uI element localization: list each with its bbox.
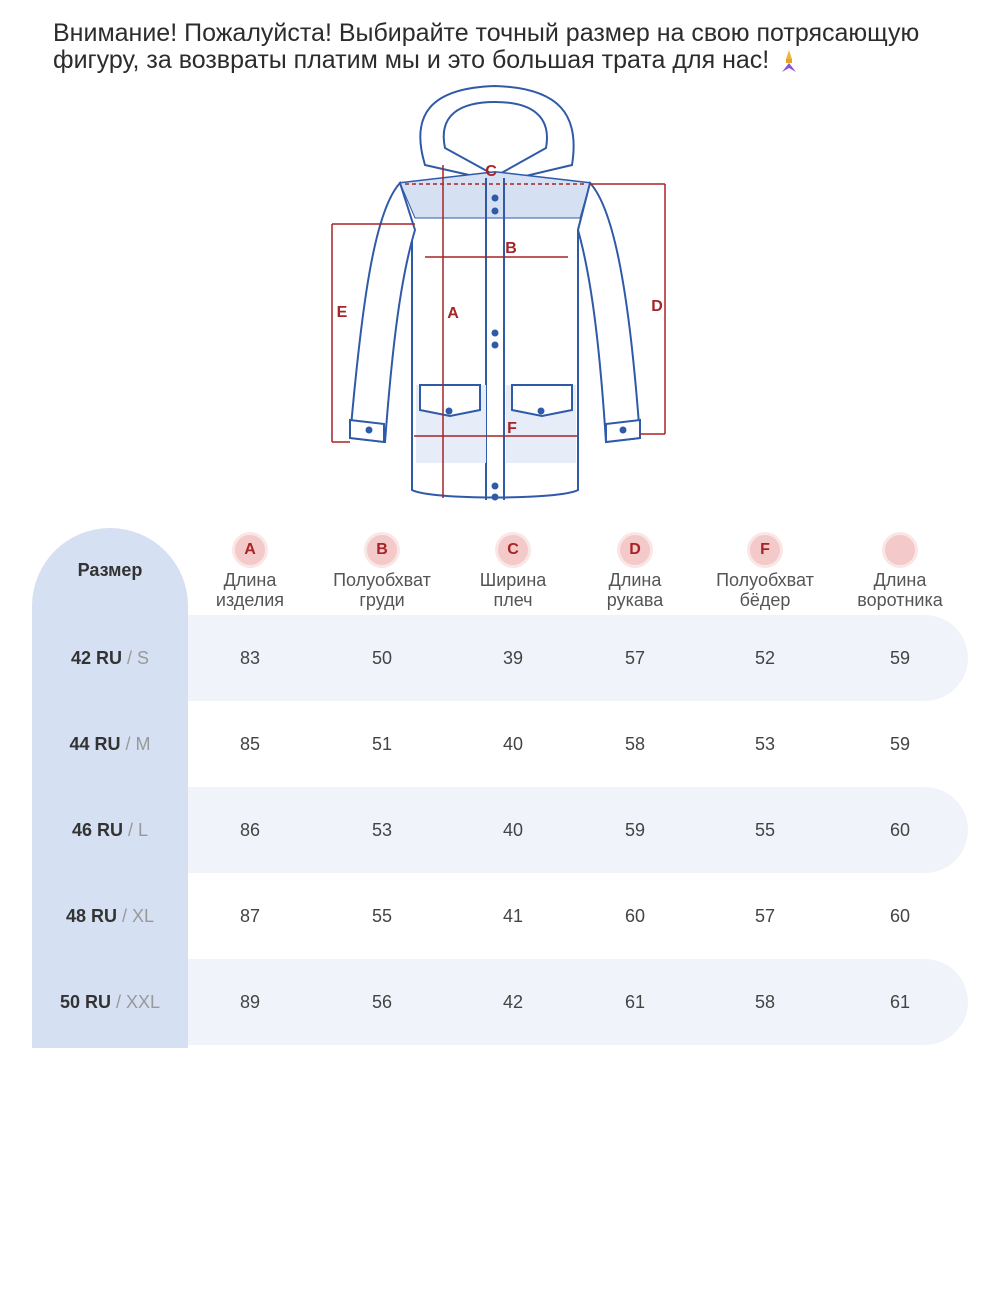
table-cell: 53 [371, 820, 393, 840]
table-cell: 52 [754, 648, 776, 668]
size-ru: 48 RU [65, 906, 117, 926]
column-header [820, 532, 980, 610]
table-cell: 86 [239, 820, 261, 840]
column-badge [882, 532, 918, 568]
table-cell: 50 [371, 648, 393, 668]
column-header-line1: Полуобхват [716, 570, 814, 590]
table-cell: 55 [371, 906, 393, 926]
column-badge: C [495, 532, 531, 568]
notice-text [53, 20, 983, 78]
size-intl: M [135, 734, 151, 754]
size-ru: 42 RU [70, 648, 122, 668]
table-cell: 89 [239, 992, 261, 1012]
table-cell: 60 [889, 820, 911, 840]
table-cell: 61 [889, 992, 911, 1012]
jacket-drawing [350, 86, 640, 500]
column-badge: F [747, 532, 783, 568]
label-d: D [651, 298, 663, 315]
size-intl: S [137, 648, 150, 668]
table-cell: 57 [624, 648, 646, 668]
column-badge: D [617, 532, 653, 568]
label-e: E [336, 304, 348, 321]
table-cell: 42 [502, 992, 524, 1012]
column-header-line2: плеч [493, 590, 533, 610]
size-separator: / [122, 648, 138, 668]
table-cell: 57 [754, 906, 776, 926]
size-column-bg [32, 528, 188, 1048]
table-cell: 40 [502, 820, 524, 840]
notice-message: Внимание! Пожалуйста! Выбирайте точный размер на свою потрясающую фигуру, за возвраты платим мы и это большая трата для нас! [53, 19, 920, 74]
size-separator: / [123, 820, 139, 840]
column-header-line1: Длина [608, 570, 662, 590]
column-badge: A [232, 532, 268, 568]
label-c: C [485, 163, 497, 180]
size-ru: 46 RU [71, 820, 123, 840]
table-cell: 39 [502, 648, 524, 668]
table-cell: 58 [754, 992, 776, 1012]
size-separator: / [116, 906, 132, 926]
size-table [0, 520, 1000, 1060]
column-badge: B [364, 532, 400, 568]
column-header-line2: изделия [215, 590, 285, 610]
table-cell: 55 [754, 820, 776, 840]
size-header: Размер [77, 560, 143, 580]
size-intl: XL [132, 906, 155, 926]
size-ru: 44 RU [69, 734, 121, 754]
column-header-line2: груди [359, 590, 405, 610]
table-cell: 56 [371, 992, 393, 1012]
size-separator: / [110, 992, 126, 1012]
table-cell: 59 [889, 734, 911, 754]
column-header-line2: воротника [857, 590, 943, 610]
column-header-line1: Длина [873, 570, 927, 590]
table-cell: 58 [624, 734, 646, 754]
label-b: B [505, 240, 517, 257]
jacket-diagram [300, 80, 700, 510]
table-cell: 83 [239, 648, 261, 668]
column-header-line1: Длина [223, 570, 277, 590]
table-cell: 53 [754, 734, 776, 754]
table-cell: 51 [371, 734, 393, 754]
column-header-line2: бёдер [739, 590, 791, 610]
column-header-line2: рукава [606, 590, 664, 610]
size-ru: 50 RU [59, 992, 111, 1012]
row-size-label [32, 992, 188, 1013]
column-header-line1: Полуобхват [333, 570, 431, 590]
label-f: F [507, 420, 517, 437]
table-cell: 41 [502, 906, 524, 926]
table-cell: 40 [502, 734, 524, 754]
row-size-label [32, 906, 188, 927]
row-size-label [32, 734, 188, 755]
table-cell: 85 [239, 734, 261, 754]
pray-emoji-icon [780, 48, 798, 78]
table-cell: 61 [624, 992, 646, 1012]
table-cell: 59 [889, 648, 911, 668]
table-cell: 87 [239, 906, 261, 926]
row-size-label [32, 820, 188, 841]
size-intl: XXL [126, 992, 161, 1012]
table-cell: 59 [624, 820, 646, 840]
label-a: A [447, 305, 459, 322]
table-cell: 60 [624, 906, 646, 926]
column-header-line1: Ширина [479, 570, 547, 590]
row-size-label [32, 648, 188, 669]
size-separator: / [120, 734, 136, 754]
size-intl: L [138, 820, 149, 840]
table-cell: 60 [889, 906, 911, 926]
